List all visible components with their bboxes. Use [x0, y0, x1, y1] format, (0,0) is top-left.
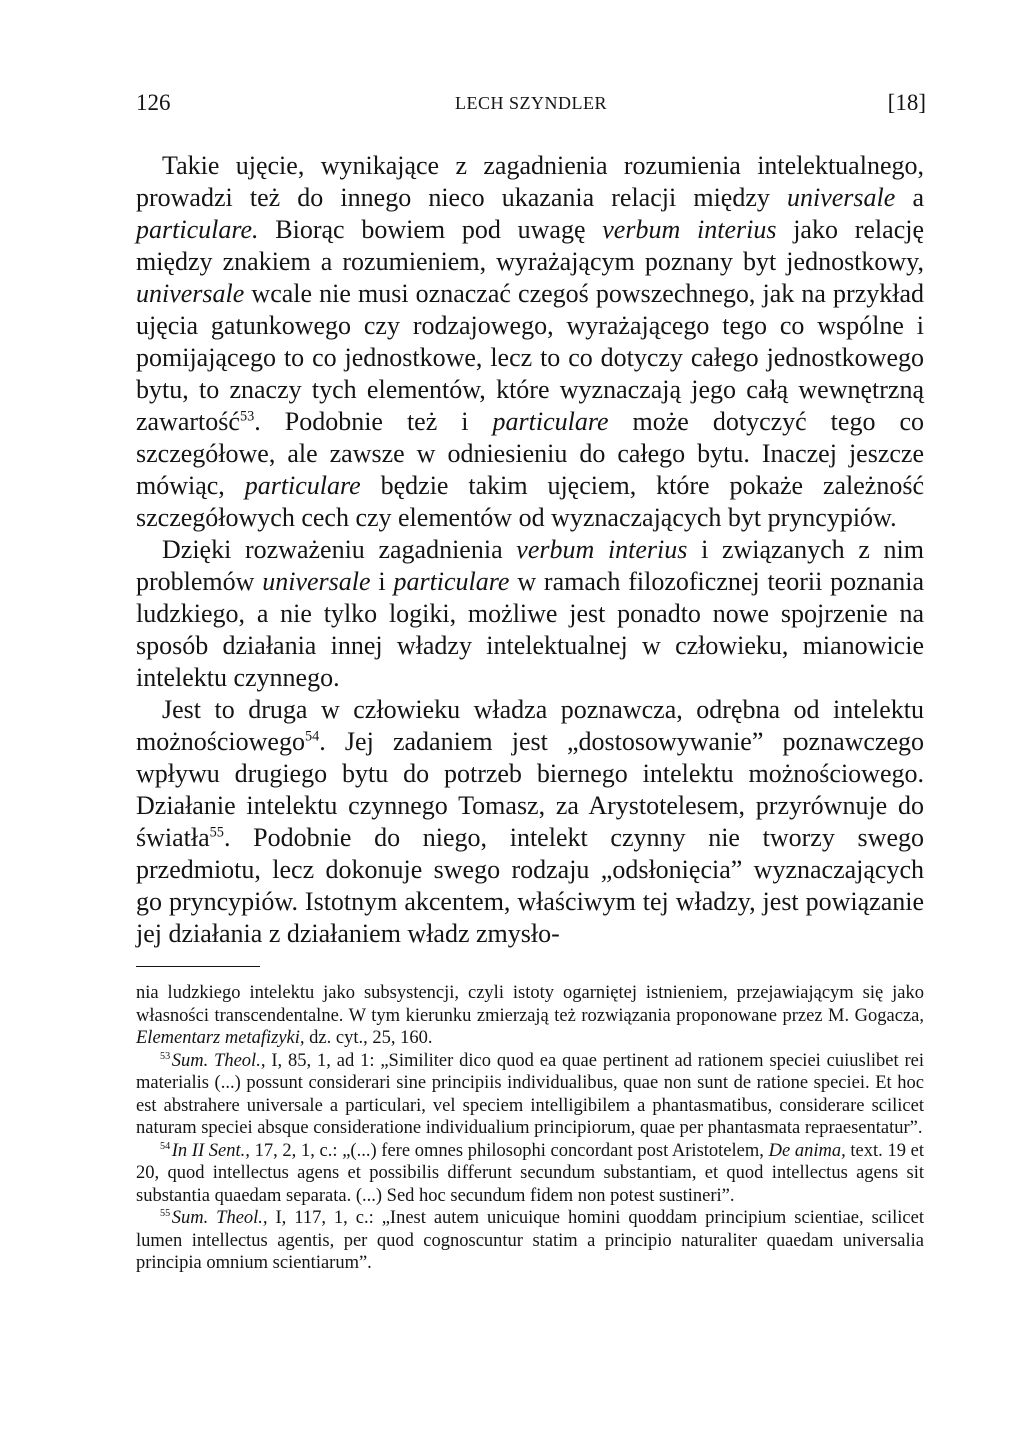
italic-term: universale — [136, 279, 245, 308]
italic-term: verbum interius — [516, 535, 688, 564]
italic-title: Elementarz metafizyki, — [136, 1028, 305, 1048]
italic-term: particulare — [244, 471, 361, 500]
italic-title: De anima, — [768, 1140, 846, 1161]
footnote-53: $^{53}$ Sum. Theol., I, 85, 1, ad 1: „Similiter dico quod ea quae pertinent ad rationem speciei cuiuslibet rei materialis (...) possunt considerari sine principiis individualibus, quae non sunt de ratione speciei. Et hoc est abstrahere universale a particulari, vel speciem intelligibilem a phantasmatibus, considerare scilicet naturam speciei absque consideratione individualium principiorum, quae per phantasmata repraesentatur”. — [136, 1050, 924, 1138]
main-text — [136, 150, 924, 950]
footnotes — [136, 982, 924, 1275]
paragraph-3: Jest to druga w człowieku władza poznawcza, odrębna od intelektu możnościowego$^{54}$. Jej zadaniem jest „dostosowywanie” poznawczego wpływu drugiego bytu do potrzeb biernego intelektu możnościowego. Działanie intelektu czynnego Tomasz, za Arystotelesem, przyrównuje do światła$^{55}$. Podobnie do niego, intelekt czynny nie tworzy swego przedmiotu, lecz dokonuje swego rodzaju „odsłonięcia” wyznaczających go pryncypiów. Istotnym akcentem, właściwym tej władzy, jest powiązanie jej działania z działaniem władz zmysło- — [136, 695, 924, 948]
footnote-ref-55: 55 — [209, 824, 224, 841]
page-number: 126 — [136, 90, 171, 115]
italic-title: Sum. Theol., — [171, 1208, 268, 1228]
footnote-separator — [136, 966, 260, 967]
footnote-54: $^{54}$ In II Sent., 17, 2, 1, c.: „(...) fere omnes philosophi concordant post Aristotelem, De anima, text. 19 et 20, quod intellectus agens et possibilis differunt secundum substantiam, et quod intellectus agens sit substantia quaedam separata. (...) Sed hoc secundum fidem non potest sustineri”. — [136, 1140, 924, 1206]
italic-term: particulare. — [136, 215, 259, 244]
section-marker: [18] — [887, 90, 926, 115]
italic-term: universale — [787, 183, 896, 212]
running-head-author: LECH SZYNDLER — [455, 93, 607, 113]
italic-term: particulare — [492, 407, 609, 436]
footnote-ref-54: 54 — [304, 728, 320, 745]
footnote-number: 53 — [160, 1050, 171, 1062]
paragraph-2: Dzięki rozważeniu zagadnienia verbum interius i związanych z nim problemów universale i particulare w ramach filozoficznej teorii poznania ludzkiego, a nie tylko logiki, możliwe jest ponadto nowe spojrzenie na sposób działania innej władzy intelektualnej w człowieku, mianowicie intelektu czynnego. — [136, 535, 924, 692]
italic-title: Sum. Theol., — [171, 1050, 266, 1071]
running-header — [136, 90, 926, 122]
footnote-ref-53: 53 — [239, 408, 255, 425]
italic-term: verbum interius — [602, 215, 777, 244]
italic-term: universale — [262, 567, 371, 596]
italic-title: In II Sent., — [171, 1140, 250, 1161]
italic-term: particulare — [393, 567, 510, 596]
footnote-continuation: nia ludzkiego intelektu jako subsystencji, czyli istoty ogarniętej istnieniem, przejawiającym się jako własności transcendentalne. W tym kierunku zmierzają też rozwiązania proponowane przez M. Gogacza, Elementarz metafizyki, dz. cyt., 25, 160. — [136, 983, 924, 1048]
footnote-number: 55 — [160, 1207, 171, 1219]
footnote-number: 54 — [160, 1140, 171, 1152]
paragraph-1: Takie ujęcie, wynikające z zagadnienia rozumienia intelektualnego, prowadzi też do innego nieco ukazania relacji między universale a particulare. Biorąc bowiem pod uwagę verbum interius jako relację między znakiem a rozumieniem, wyrażającym poznany byt jednostkowy, universale wcale nie musi oznaczać czegoś powszechnego, jak na przykład ujęcia gatunkowego czy rodzajowego, wyrażającego tego co wspólne i pomijającego to co jednostkowe, lecz to co dotyczy całego jednostkowego bytu, to znaczy tych elementów, które wyznaczają jego całą wewnętrzną zawartość$^{53}$. Podobnie też i particulare może dotyczyć tego co szczegółowe, ale zawsze w odniesieniu do całego bytu. Inaczej jeszcze mówiąc, particulare będzie takim ujęciem, które pokaże zależność szczegółowych cech czy elementów od wyznaczających byt pryncypiów. — [136, 151, 925, 532]
footnote-55: $^{55}$ Sum. Theol., I, 117, 1, c.: „Inest autem unicuique homini quoddam principium scientiae, scilicet lumen intellectus agentis, per quod cognoscuntur statim a principio naturaliter quaedam universalia principia omnium scientiarum”. — [136, 1207, 924, 1273]
